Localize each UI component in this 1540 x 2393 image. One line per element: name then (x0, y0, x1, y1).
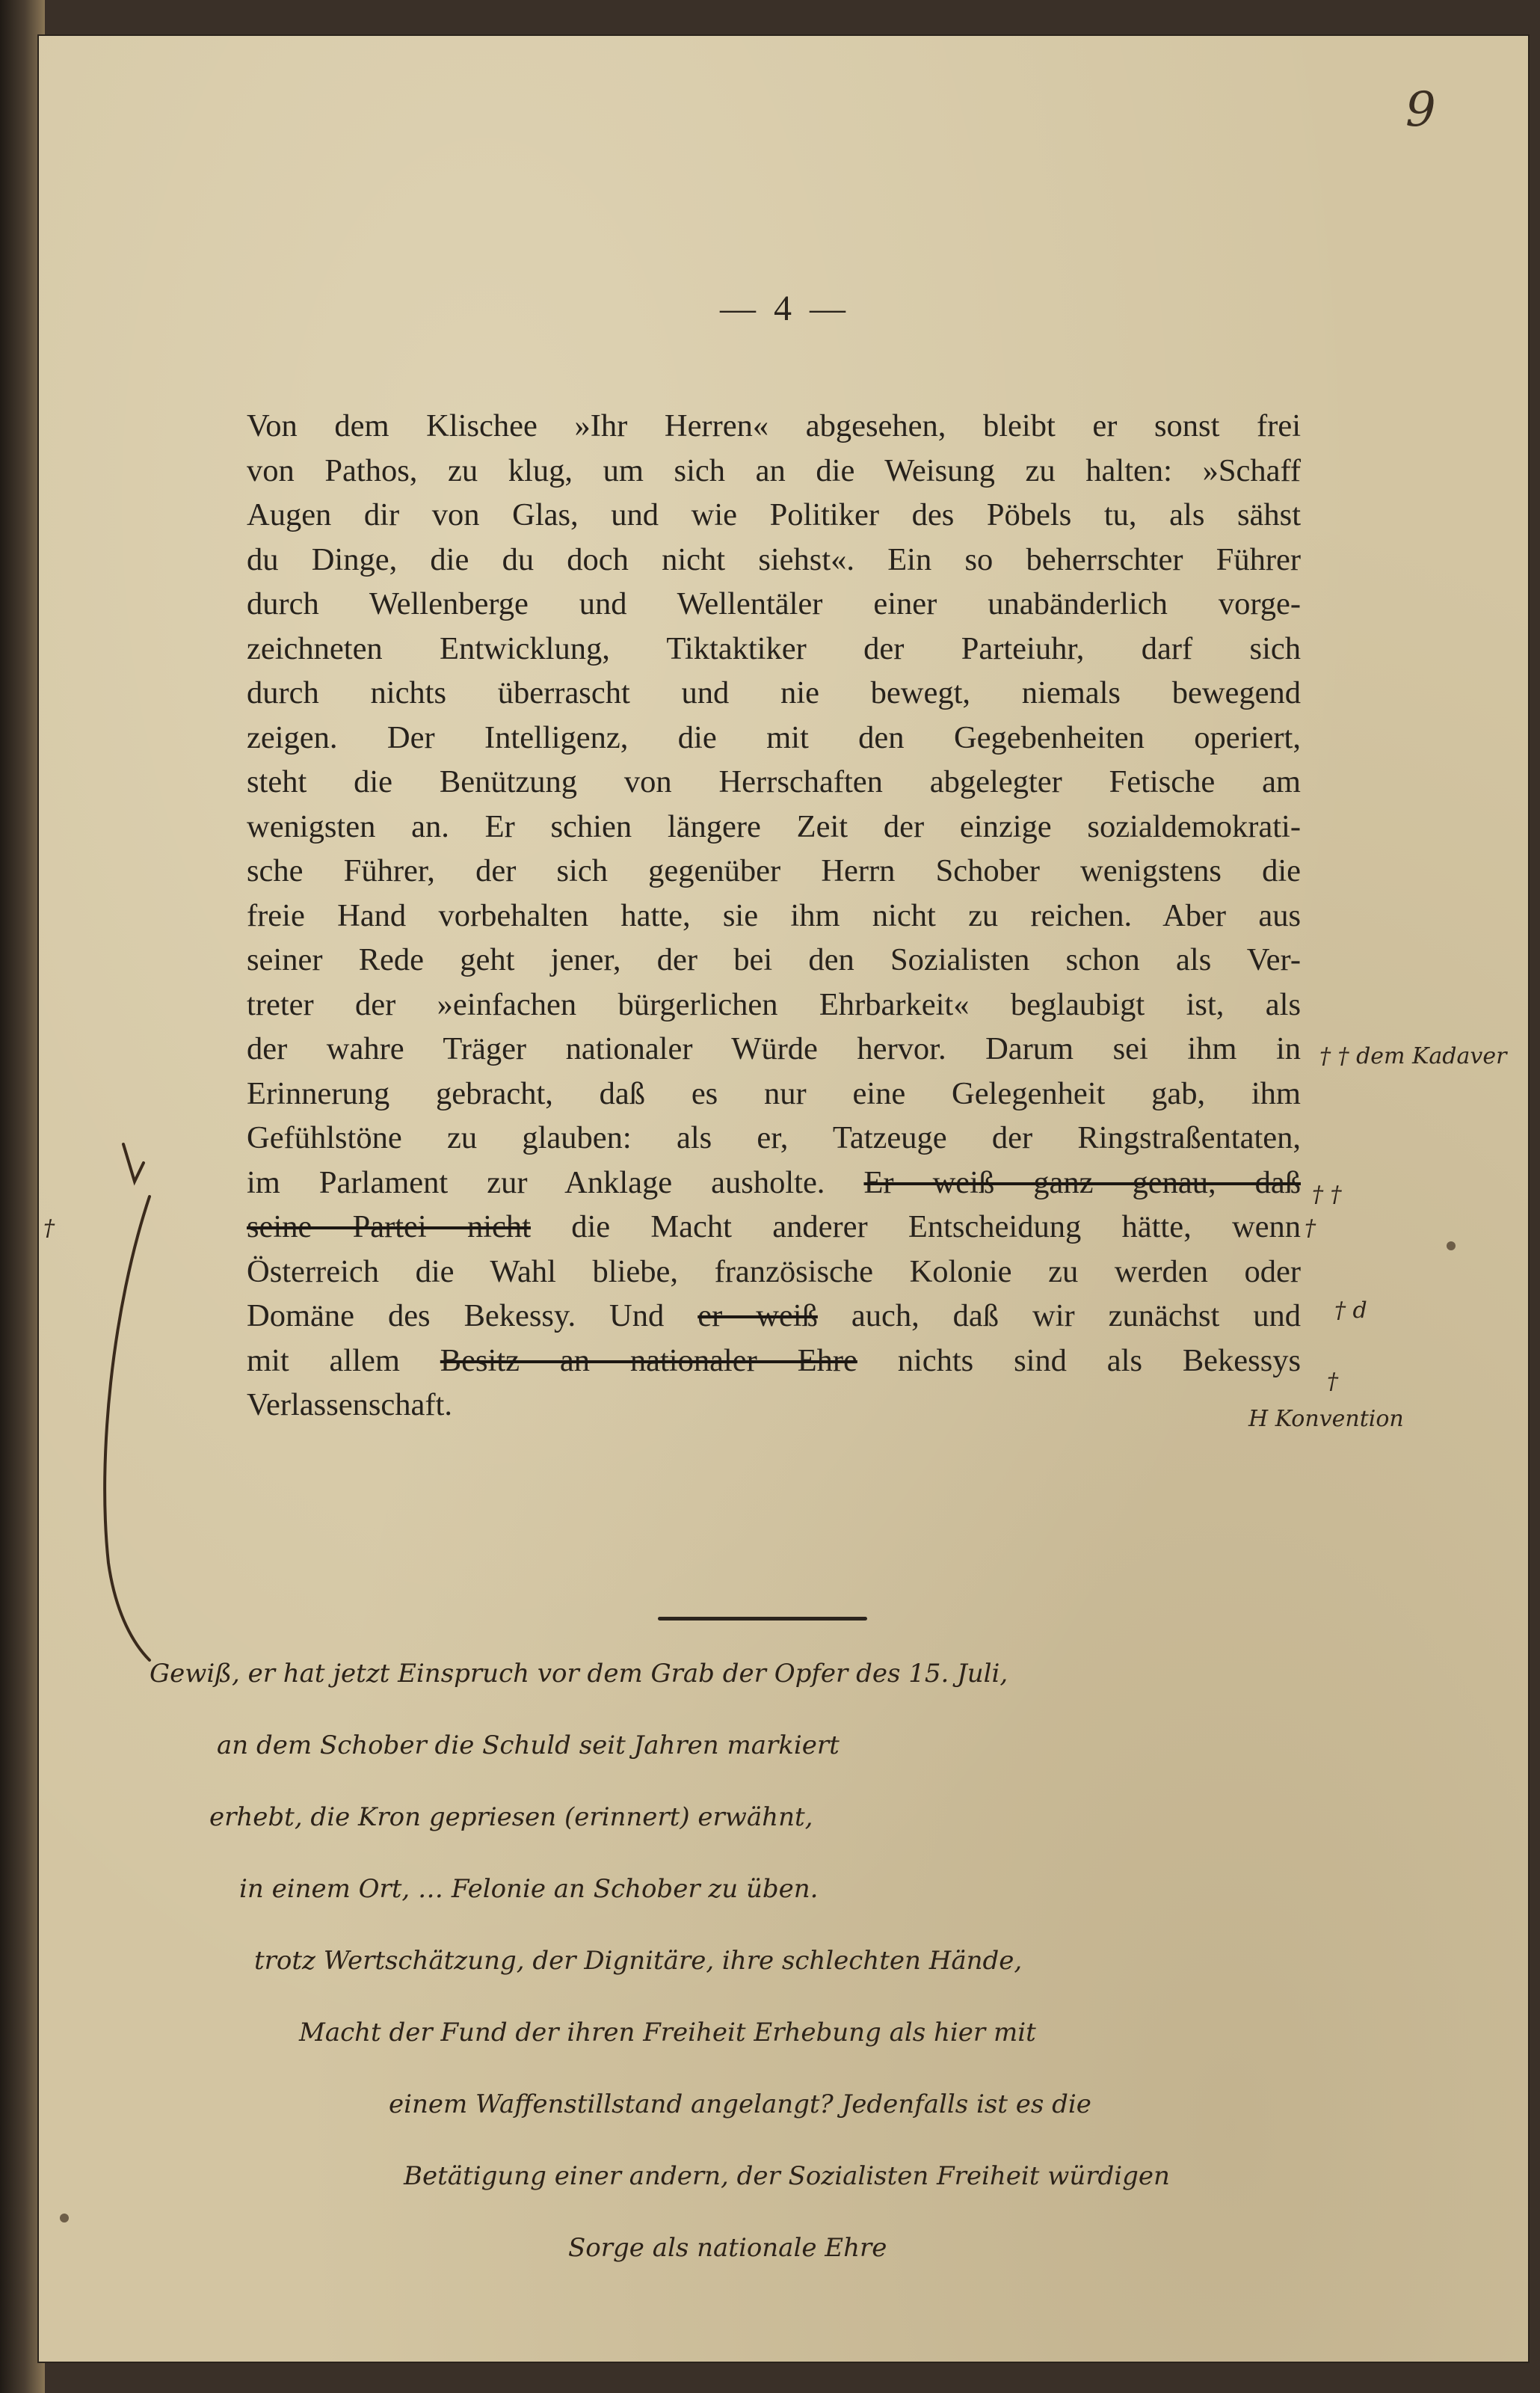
text-line: Augen dir von Glas, und wie Politiker des Pöbels tu, als sähst (247, 497, 1301, 532)
margin-note: † d (1334, 1297, 1367, 1324)
line-rest: nichts sind als Bekessys (897, 1342, 1302, 1378)
body-text (247, 404, 1301, 1428)
text-line: der wahre Träger nationaler Würde hervor. Darum sei ihm in (247, 1031, 1301, 1066)
text-line: Von dem Klischee »Ihr Herren« abgesehen, bleibt er sonst frei (247, 408, 1301, 443)
text-line: durch Wellenberge und Wellentäler einer unabänderlich vorge- (247, 586, 1301, 621)
text-line: Erinnerung gebracht, daß es nur eine Gelegenheit gab, ihm (247, 1075, 1301, 1111)
annotation-line: Macht der Fund der ihren Freiheit Erhebung als hier mit (299, 2018, 1036, 2048)
margin-note: † † dem Kadaver (1319, 1043, 1507, 1069)
struck-text: er weiß (697, 1298, 818, 1333)
line-rest: die Macht anderer Entscheidung hätte, wenn (571, 1209, 1302, 1244)
text-line: sche Führer, der sich gegenüber Herrn Schober wenigstens die (247, 853, 1301, 888)
line-start: Domäne des Bekessy. Und (247, 1298, 665, 1333)
text-line: seiner Rede geht jener, der bei den Sozialisten schon als Ver- (247, 942, 1301, 977)
text-line: steht die Benützung von Herrschaften abgelegter Fetische am (247, 764, 1301, 799)
struck-text: seine Partei nicht (247, 1209, 531, 1244)
struck-text: Er weiß ganz genau, daß (863, 1164, 1301, 1200)
margin-bracket (90, 1122, 172, 1675)
book-spine (0, 0, 45, 2393)
text-line: von Pathos, zu klug, um sich an die Weisung zu halten: »Schaff (247, 452, 1301, 488)
line-rest: auch, daß wir zunächst und (851, 1298, 1302, 1333)
text-line (247, 1161, 1301, 1205)
line-start: mit allem (247, 1342, 400, 1378)
annotation-line: Gewiß, er hat jetzt Einspruch vor dem Grab der Opfer des 15. Juli, (150, 1659, 1008, 1689)
text-line: wenigsten an. Er schien längere Zeit der einzige sozialdemokrati- (247, 808, 1301, 844)
annotation-line: einem Waffenstillstand angelangt? Jedenfalls ist es die (389, 2089, 1091, 2119)
margin-note: † † (1312, 1182, 1342, 1208)
text-line: Österreich die Wahl bliebe, französische Kolonie zu werden oder (247, 1253, 1301, 1289)
annotation-line: Betätigung einer andern, der Sozialisten Freiheit würdigen (404, 2161, 1170, 2191)
text-line (247, 1294, 1301, 1339)
text-line: freie Hand vorbehalten hatte, sie ihm nicht zu reichen. Aber aus (247, 897, 1301, 933)
text-line: Verlassenschaft. (247, 1387, 452, 1422)
separator-rule (658, 1617, 867, 1621)
pin-hole (1447, 1241, 1456, 1250)
text-line: du Dinge, die du doch nicht siehst«. Ein so beherrschter Führer (247, 541, 1301, 577)
margin-note: † (1327, 1368, 1338, 1395)
text-line: zeigen. Der Intelligenz, die mit den Gegebenheiten operiert, (247, 719, 1301, 755)
struck-text: Besitz an nationaler Ehre (440, 1342, 857, 1378)
page-header: — 4 — (720, 289, 850, 328)
text-line (247, 1205, 1301, 1250)
text-line: zeichneten Entwicklung, Tiktaktiker der Parteiuhr, darf sich (247, 630, 1301, 666)
annotation-line: trotz Wertschätzung, der Dignitäre, ihre schlechten Hände, (254, 1946, 1023, 1976)
margin-note: H Konvention (1248, 1406, 1404, 1432)
archive-page-number: 9 (1405, 82, 1436, 138)
annotation-line: in einem Ort, … Felonie an Schober zu üben. (239, 1874, 819, 1904)
text-line (247, 1339, 1301, 1383)
handwritten-annotation (150, 1638, 1435, 2284)
annotation-line: an dem Schober die Schuld seit Jahren markiert (217, 1730, 840, 1760)
margin-note: † (43, 1215, 55, 1241)
annotation-line: Sorge als nationale Ehre (568, 2233, 887, 2263)
text-line: Gefühlstöne zu glauben: als er, Tatzeuge der Ringstraßentaten, (247, 1120, 1301, 1155)
line-start: im Parlament zur Anklage ausholte. (247, 1164, 825, 1200)
annotation-line: erhebt, die Kron gepriesen (erinnert) erwähnt, (209, 1802, 813, 1832)
pin-hole (60, 2214, 69, 2222)
text-line: treter der »einfachen bürgerlichen Ehrbarkeit« beglaubigt ist, als (247, 986, 1301, 1022)
margin-note: † (1305, 1215, 1316, 1241)
text-line: durch nichts überrascht und nie bewegt, niemals bewegend (247, 675, 1301, 710)
